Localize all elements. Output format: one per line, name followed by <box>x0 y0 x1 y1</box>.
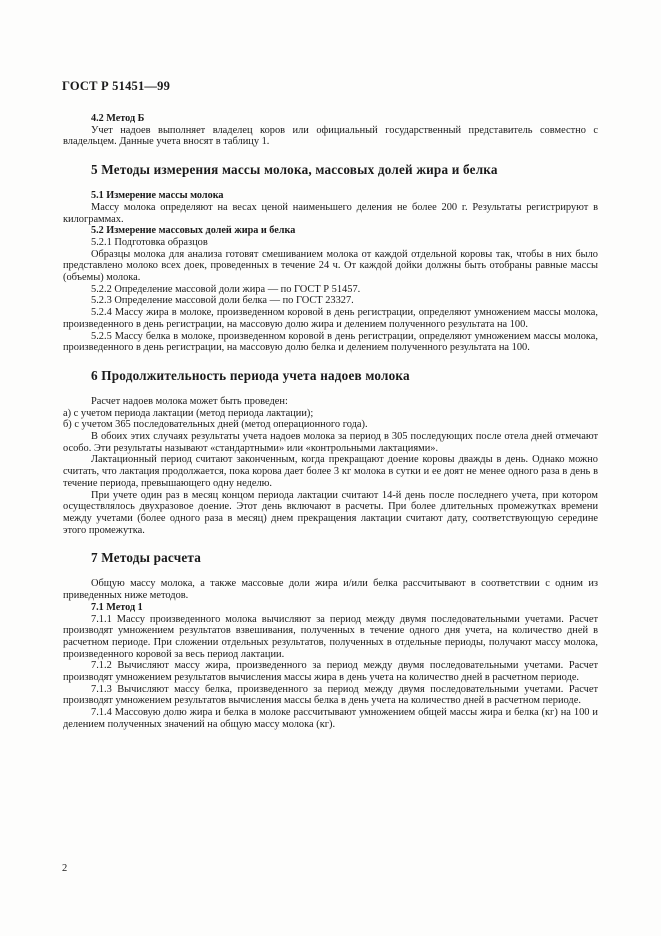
section-5-title: 5 Методы измерения массы молока, массовых долей жира и белка <box>91 162 498 178</box>
section-6-item-a: а) с учетом периода лактации (метод периода лактации); <box>63 407 314 419</box>
section-6-item-b: б) с учетом 365 последовательных дней (метод операционного года). <box>63 419 368 431</box>
section-6-p3: Лактационный период считают законченным, когда прекращают доение коровы дважды в день. Однако можно считать, что лактация продолжается, пока корова дает более 3 кг молока в сутки и ее доят не менее одного раза в день в течение периода, превышающего одну неделю. <box>63 454 598 489</box>
section-5-2-3: 5.2.3 Определение массовой доли белка — по ГОСТ 23327. <box>91 295 354 307</box>
section-7-1-1: 7.1.1 Массу произведенного молока вычисляют за период между двумя последовательными учетами. Расчет производят умножением результатов взвешивания, полученных в течение одного дня учета, на количество дней в расчетном периоде. При сложении отдельных результатов, полученных в отдельные периоды, получают массу молока, произведенного коровой за весь период лактации. <box>63 613 598 660</box>
section-6-title: 6 Продолжительность периода учета надоев молока <box>91 367 410 383</box>
section-7-title: 7 Методы расчета <box>91 550 202 566</box>
section-6-p1: Расчет надоев молока может быть проведен: <box>91 395 288 407</box>
section-7-1-4: 7.1.4 Массовую долю жира и белка в молоке рассчитывают умножением общей массы жира и белка (кг) на 100 и делением полученных значений на общую массу молока (кг). <box>63 707 598 730</box>
section-5-1-title: 5.1 Измерение массы молока <box>91 190 224 202</box>
section-6-p2: В обоих этих случаях результаты учета надоев молока за период в 305 последующих после отела дней отмечают особо. Эти результаты называют «стандартными» или «контрольными лактациями». <box>63 431 598 454</box>
section-7-1-2: 7.1.2 Вычисляют массу жира, произведенного за период между двумя последовательными учетами. Расчет производят умножением результатов вычисления массы жира в день учета на количество дней в расчетном периоде. <box>63 660 598 684</box>
section-6-p4: При учете один раз в месяц концом периода лактации считают 14-й день после последнего учета, при котором осуществлялось двухразовое доение. Этот день включают в расчеты. При более длительных промежутках времени между учетами (более одного раза в месяц) днем прекращения лактации считают дату, соответствующую середине этого промежутка. <box>63 489 598 536</box>
section-5-2-2: 5.2.2 Определение массовой доли жира — по ГОСТ Р 51457. <box>91 283 361 295</box>
section-5-2-1-title: 5.2.1 Подготовка образцов <box>91 236 208 248</box>
section-7-1-title: 7.1 Метод 1 <box>91 601 143 613</box>
section-5-2-1-text: Образцы молока для анализа готовят смешиванием молока от каждой отдельной коровы так, чтобы в них было представлено молоко всех доек, проведенных в течение 24 ч. От каждой дойки должны быть отобраны равные массы (объемы) молока. <box>63 248 598 284</box>
section-5-2-5: 5.2.5 Массу белка в молоке, произведенном коровой в день регистрации, определяют умножением массы молока, произведенного в день регистрации, на массовую долю белка и делением полученного результата на 100. <box>63 330 598 354</box>
section-4-2-text: Учет надоев выполняет владелец коров или официальный государственный представитель совместно с владельцем. Данные учета вносят в таблицу 1. <box>63 124 598 148</box>
section-5-2-4: 5.2.4 Массу жира в молоке, произведенном коровой в день регистрации, определяют умножением массы молока, произведенного в день регистрации, на массовую долю жира и делением полученного результата на 100. <box>63 307 598 330</box>
section-7-p1: Общую массу молока, а также массовые доли жира и/или белка рассчитывают в соответствии с одним из приведенных ниже методов. <box>63 578 598 602</box>
document-header: ГОСТ Р 51451—99 <box>62 79 171 93</box>
section-7-1-3: 7.1.3 Вычисляют массу белка, произведенного за период между двумя последовательными учетами. Расчет производят умножением результатов вычисления массы белка в день учета на количество дней в расчетном периоде. <box>63 683 598 707</box>
section-4-2-title: 4.2 Метод Б <box>91 113 145 124</box>
page-number: 2 <box>62 863 68 874</box>
section-5-2-title: 5.2 Измерение массовых долей жира и белка <box>91 225 296 237</box>
document-body <box>63 113 598 731</box>
section-5-1-text: Массу молока определяют на весах ценой наименьшего деления не более 200 г. Результаты регистрируют в килограммах. <box>63 201 598 225</box>
